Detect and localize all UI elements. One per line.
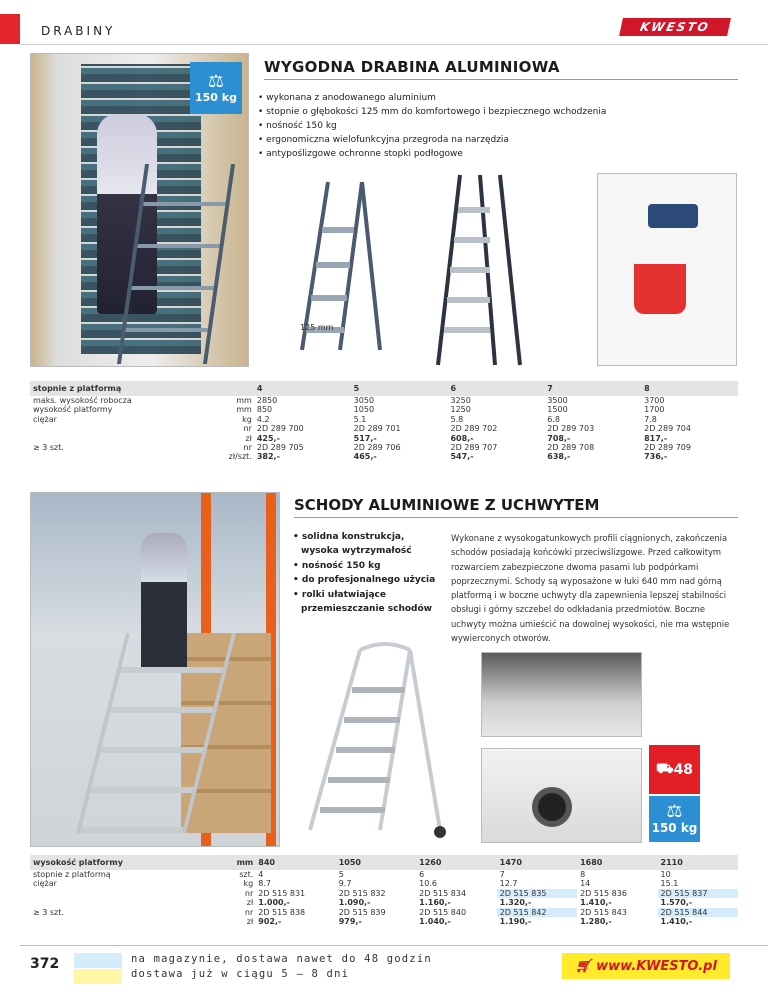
table-cell: 547,-	[450, 452, 474, 462]
product-image-ladder-6	[420, 165, 540, 375]
table-cell: 2D 289 703	[547, 424, 595, 434]
table-cell: 3500	[547, 396, 568, 405]
feature-item: • nośność 150 kg	[258, 119, 658, 133]
table-body	[30, 870, 738, 926]
table-cell: 608,-	[450, 433, 474, 443]
table-cell: 4	[258, 870, 264, 879]
brand-logo[interactable]: KWESTO	[619, 18, 731, 36]
table-cell: 2D 515 835	[497, 889, 577, 898]
table-cell: 1.410,-	[660, 917, 693, 927]
column-header: 840	[255, 855, 335, 870]
table-cell: 638,-	[547, 452, 571, 462]
row-label: ≥ 3 szt.	[33, 907, 64, 917]
page-number: 372	[30, 956, 60, 972]
table-cell: 1.190,-	[499, 917, 532, 927]
table-cell: 10	[660, 870, 671, 879]
feature-item: • nośność 150 kg	[293, 559, 443, 573]
table-cell: 6.8	[547, 414, 561, 424]
table-cell: 6	[419, 870, 425, 879]
table-row	[30, 396, 738, 405]
load-capacity-badge	[190, 62, 242, 114]
table-cell: 2D 289 705	[256, 443, 304, 453]
table-cell: 2D 515 832	[338, 888, 386, 898]
delivery-hours: 48	[673, 761, 694, 778]
product-photo-tool-tray	[597, 173, 737, 366]
table-cell: 1.410,-	[580, 898, 612, 908]
spec-table-ladder	[30, 381, 738, 462]
table-cell: 9.7	[338, 879, 352, 889]
table-header-unit: mm	[227, 855, 255, 870]
column-header: 5	[351, 381, 448, 396]
row-unit: mm	[236, 396, 252, 405]
product-image-stairs	[290, 640, 470, 845]
feature-item: • antypoślizgowe ochronne stopki podłogowe	[258, 147, 658, 161]
feature-item: • do profesjonalnego użycia	[293, 573, 443, 587]
table-cell: 2D 289 700	[256, 424, 304, 434]
row-label: wysokość platformy	[33, 405, 113, 415]
table-cell: 3700	[644, 396, 665, 405]
feature-item: • wykonana z anodowanego aluminium	[258, 91, 658, 105]
row-label	[30, 898, 227, 907]
row-unit: zł	[246, 917, 254, 927]
table-cell: 2D 515 837	[658, 889, 738, 898]
title-underline	[264, 79, 738, 80]
table-cell: 1050	[353, 405, 375, 415]
table-cell: 2D 515 842	[497, 908, 577, 917]
table-row	[30, 415, 738, 424]
table-cell: 3250	[450, 396, 471, 405]
table-row	[30, 452, 738, 461]
column-header: 8	[641, 381, 738, 396]
row-label: ciężar	[33, 414, 57, 424]
row-unit: mm	[236, 405, 252, 415]
table-row	[30, 908, 738, 917]
table-row	[30, 889, 738, 898]
table-cell: 2850	[256, 396, 278, 405]
column-header: 2110	[658, 855, 738, 870]
table-cell: 1.570,-	[660, 898, 693, 908]
table-row	[30, 898, 738, 907]
cart-icon: 🛒︎	[575, 958, 592, 974]
table-cell: 817,-	[644, 433, 668, 443]
row-unit: nr	[244, 888, 254, 898]
table-cell: 2D 289 702	[450, 424, 498, 434]
legend-text	[131, 952, 432, 982]
table-cell: 2D 289 706	[353, 443, 401, 453]
table-cell: 15.1	[660, 879, 679, 889]
table-cell: 1.000,-	[258, 898, 290, 908]
table-cell: 517,-	[353, 433, 377, 443]
table-cell: 12.7	[499, 879, 518, 889]
table-cell: 5.1	[353, 414, 367, 424]
table-cell: 7	[499, 870, 505, 879]
table-cell: 2D 289 701	[353, 424, 401, 434]
legend-swatch-delivery	[74, 969, 122, 984]
row-unit: zł/szt.	[228, 452, 252, 462]
spec-table-stairs	[30, 855, 738, 926]
feature-item: • rolki ułatwiające przemieszczanie schodów	[293, 588, 443, 617]
table-row	[30, 917, 738, 926]
row-unit: nr	[243, 424, 252, 434]
load-capacity-label: 150 kg	[651, 821, 698, 835]
table-cell: 8.7	[258, 879, 271, 889]
table-cell: 850	[256, 405, 273, 415]
table-cell: 1250	[450, 405, 471, 415]
product-title: WYGODNA DRABINA ALUMINIOWA	[264, 58, 560, 76]
table-cell: 1.280,-	[580, 917, 612, 927]
drill-figure	[648, 204, 698, 228]
table-cell: 1.090,-	[338, 898, 371, 908]
website-link[interactable]	[562, 953, 730, 979]
row-label	[30, 452, 226, 461]
bucket-figure	[634, 264, 686, 314]
column-header: 1470	[497, 855, 577, 870]
wheel-figure	[532, 787, 572, 827]
table-row	[30, 405, 738, 414]
table-cell: 2D 289 704	[644, 424, 691, 434]
product-description: Wykonane z wysokogatunkowych profili ciągnionych, zakończenia schodów posiadają końcówki przeciwślizgowe. Przed całkowitym rozwarciem zabezpieczone dwoma pasami lub podpórkami poprzecznymi. Schody są wyposażone w łuki 640 mm nad górną platformą i w boczne uchwyty dla zapewnienia lepszej stabilności obsługi i górny szczebel do odkładania przedmiotów. Boczne uchwyty można umieścić na dowolnej wysokości, nie ma wstępnie wywierconych otworów.	[451, 533, 730, 644]
table-cell: 2D 289 708	[547, 443, 595, 453]
weight-icon: ⚖	[666, 801, 683, 822]
table-cell: 5.8	[450, 414, 464, 424]
wheel-icon	[434, 826, 446, 838]
table-cell: 382,-	[256, 452, 280, 462]
table-cell: 1.320,-	[499, 898, 532, 908]
table-cell: 465,-	[353, 452, 377, 462]
feature-list	[293, 530, 443, 616]
table-cell: 1700	[644, 405, 665, 415]
table-cell: 10.6	[419, 879, 437, 889]
title-underline	[294, 517, 738, 518]
table-cell: 14	[580, 879, 591, 889]
table-header-label: stopnie z platformą	[30, 381, 226, 396]
section-tab	[0, 14, 20, 44]
row-label	[30, 424, 226, 433]
row-unit: zł	[245, 433, 252, 443]
weight-icon: ⚖	[207, 70, 225, 92]
row-unit: nr	[243, 443, 252, 453]
table-row	[30, 870, 738, 879]
table-cell: 902,-	[258, 917, 282, 927]
row-unit: nr	[244, 907, 254, 917]
row-label	[30, 917, 227, 926]
column-header: 4	[254, 381, 351, 396]
product-photo-stairs-in-warehouse	[30, 492, 280, 847]
table-cell: 2D 289 709	[644, 443, 691, 453]
product-photo-platform-detail	[481, 652, 642, 737]
feature-item: • solidna konstrukcja, wysoka wytrzymałość	[293, 530, 443, 559]
row-unit: kg	[243, 879, 254, 889]
table-cell: 2D 515 844	[658, 908, 738, 917]
table-cell: 2D 515 839	[338, 907, 386, 917]
product-photo-wheel-detail	[481, 748, 642, 843]
row-label: ciężar	[33, 879, 57, 889]
table-header-row	[30, 381, 738, 396]
table-cell: 2D 289 707	[450, 443, 498, 453]
column-header: 6	[447, 381, 544, 396]
row-unit: szt.	[239, 870, 254, 879]
row-unit: kg	[242, 414, 252, 424]
row-label: ≥ 3 szt.	[33, 443, 64, 453]
legend-line: dostawa już w ciągu 5 – 8 dni	[131, 968, 350, 980]
table-cell: 2D 515 840	[419, 907, 467, 917]
table-row	[30, 443, 738, 452]
table-cell: 1.040,-	[419, 917, 451, 927]
row-label: stopnie z platformą	[33, 870, 111, 879]
table-cell: 2D 515 834	[419, 888, 467, 898]
legend-line: na magazynie, dostawa nawet do 48 godzin	[131, 953, 432, 965]
feature-list	[258, 91, 658, 161]
divider	[20, 44, 768, 45]
delivery-48h-badge	[649, 745, 700, 794]
column-header: 7	[544, 381, 641, 396]
row-label	[30, 434, 226, 443]
table-cell: 979,-	[338, 917, 362, 927]
product-title: SCHODY ALUMINIOWE Z UCHWYTEM	[294, 496, 600, 514]
table-cell: 4.2	[256, 414, 270, 424]
table-cell: 2D 515 843	[580, 907, 627, 917]
row-label	[30, 889, 227, 898]
step-depth-label: 125 mm	[300, 323, 334, 332]
section-title: DRABINY	[41, 24, 116, 38]
table-cell: 708,-	[547, 433, 571, 443]
table-cell: 1.160,-	[419, 898, 451, 908]
table-cell: 8	[580, 870, 586, 879]
legend-swatch-stock	[74, 953, 122, 968]
table-cell: 5	[338, 870, 344, 879]
table-header-row	[30, 855, 738, 870]
table-cell: 7.8	[644, 414, 657, 424]
table-cell: 2D 515 831	[258, 888, 306, 898]
website-url: www.KWESTO.pl	[596, 958, 717, 974]
row-label: maks. wysokość robocza	[33, 396, 132, 405]
feature-item: • ergonomiczna wielofunkcyjna przegroda na narzędzia	[258, 133, 658, 147]
table-row	[30, 879, 738, 888]
divider	[20, 945, 768, 946]
table-header-label: wysokość platformy	[30, 855, 227, 870]
load-capacity-badge	[649, 796, 700, 842]
column-header: 1050	[336, 855, 416, 870]
row-unit: zł	[246, 898, 254, 908]
table-cell: 3050	[353, 396, 375, 405]
table-cell: 736,-	[644, 452, 668, 462]
column-header: 1260	[416, 855, 496, 870]
table-row	[30, 424, 738, 433]
table-cell: 2D 515 836	[580, 888, 627, 898]
table-body	[30, 396, 738, 462]
feature-item: • stopnie o głębokości 125 mm do komfortowego i bezpiecznego wchodzenia	[258, 105, 658, 119]
table-cell: 425,-	[256, 433, 280, 443]
table-cell: 2D 515 838	[258, 907, 306, 917]
load-capacity-label: 150 kg	[195, 90, 237, 104]
table-row	[30, 434, 738, 443]
table-cell: 1500	[547, 405, 568, 415]
column-header: 1680	[577, 855, 657, 870]
truck-icon: ⛟	[655, 760, 674, 777]
